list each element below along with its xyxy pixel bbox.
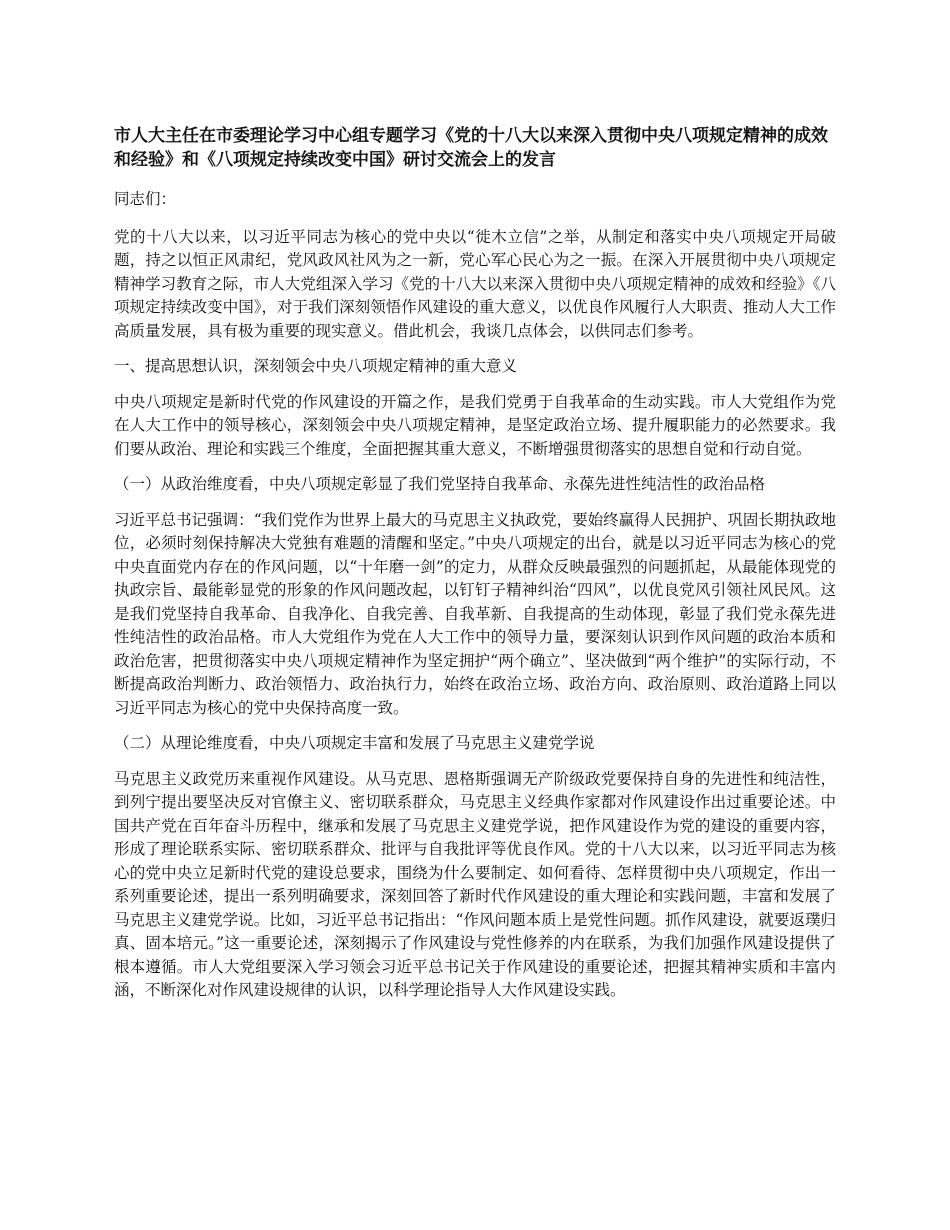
subsection-two-paragraph: 马克思主义政党历来重视作风建设。从马克思、恩格斯强调无产阶级政党要保持自身的先进性和纯洁性，到列宁提出要坚决反对官僚主义、密切联系群众，马克思主义经典作家都对作风建设作出过重要论述。中国共产党在百年奋斗历程中，继承和发展了马克思主义建党学说，把作风建设作为党的建设的重要内容，形成了理论联系实际、密切联系群众、批评与自我批评等优良作风。党的十八大以来，以习近平同志为核心的党中央立足新时代党的建设总要求，围绕为什么要制定、如何看待、怎样贯彻中央八项规定，作出一系列重要论述，提出一系列明确要求，深刻回答了新时代作风建设的重大理论和实践问题，丰富和发展了马克思主义建党学说。比如，习近平总书记指出：“作风问题本质上是党性问题。抓作风建设，就要返璞归真、固本培元。”这一重要论述，深刻揭示了作风建设与党性修养的内在联系，为我们加强作风建设提供了根本遵循。市人大党组要深入学习领会习近平总书记关于作风建设的重要论述，把握其精神实质和丰富内涵，不断深化对作风建设规律的认识，以科学理论指导人大作风建设实践。: [114, 769, 836, 999]
subsection-heading-one: （一）从政治维度看，中央八项规定彰显了我们党坚持自我革命、永葆先进性纯洁性的政治品格: [114, 475, 766, 493]
document-title: 市人大主任在市委理论学习中心组专题学习《党的十八大以来深入贯彻中央八项规定精神的成效和经验》和《八项规定持续改变中国》研讨交流会上的发言: [114, 126, 828, 170]
section-heading-one: 一、提高思想认识，深刻领会中央八项规定精神的重大意义: [114, 357, 518, 375]
intro-paragraph: 党的十八大以来，以习近平同志为核心的党中央以“徙木立信”之举，从制定和落实中央八项规定开局破题，持之以恒正风肃纪，党风政风社风为之一新，党心军心民心为之一振。在深入开展贯彻中央八项规定精神学习教育之际，市人大党组深入学习《党的十八大以来深入贯彻中央八项规定精神的成效和经验》《八项规定持续改变中国》，对于我们深刻领悟作风建设的重大意义，以优良作风履行人大职责、推动人大工作高质量发展，具有极为重要的现实意义。借此机会，我谈几点体会，以供同志们参考。: [114, 227, 836, 340]
subsection-one-paragraph: 习近平总书记强调：“我们党作为世界上最大的马克思主义执政党，要始终赢得人民拥护、巩固长期执政地位，必须时刻保持解决大党独有难题的清醒和坚定。”中央八项规定的出台，就是以习近平同志为核心的党中央直面党内存在的作风问题，以“十年磨一剑”的定力，从群众反映最强烈的问题抓起，从最能体现党的执政宗旨、最能彰显党的形象的作风问题改起，以钉钉子精神纠治“四风”，以优良党风引领社风民风。这是我们党坚持自我革命、自我净化、自我完善、自我革新、自我提高的生动体现，彰显了我们党永葆先进性纯洁性的政治品格。市人大党组作为党在人大工作中的领导力量，要深刻认识到作风问题的政治本质和政治危害，把贯彻落实中央八项规定精神作为坚定拥护“两个确立”、坚决做到“两个维护”的实际行动，不断提高政治判断力、政治领悟力、政治执行力，始终在政治立场、政治方向、政治原则、政治道路上同以习近平同志为核心的党中央保持高度一致。: [114, 510, 836, 717]
salutation: 同志们：: [114, 190, 177, 208]
section-one-paragraph: 中央八项规定是新时代党的作风建设的开篇之作，是我们党勇于自我革命的生动实践。市人大党组作为党在人大工作中的领导核心，深刻领会中央八项规定精神，是坚定政治立场、提升履职能力的必然要求。我们要从政治、理论和实践三个维度，全面把握其重大意义，不断增强贯彻落实的思想自觉和行动自觉。: [114, 392, 836, 458]
subsection-heading-two: （二）从理论维度看，中央八项规定丰富和发展了马克思主义建党学说: [114, 734, 595, 752]
